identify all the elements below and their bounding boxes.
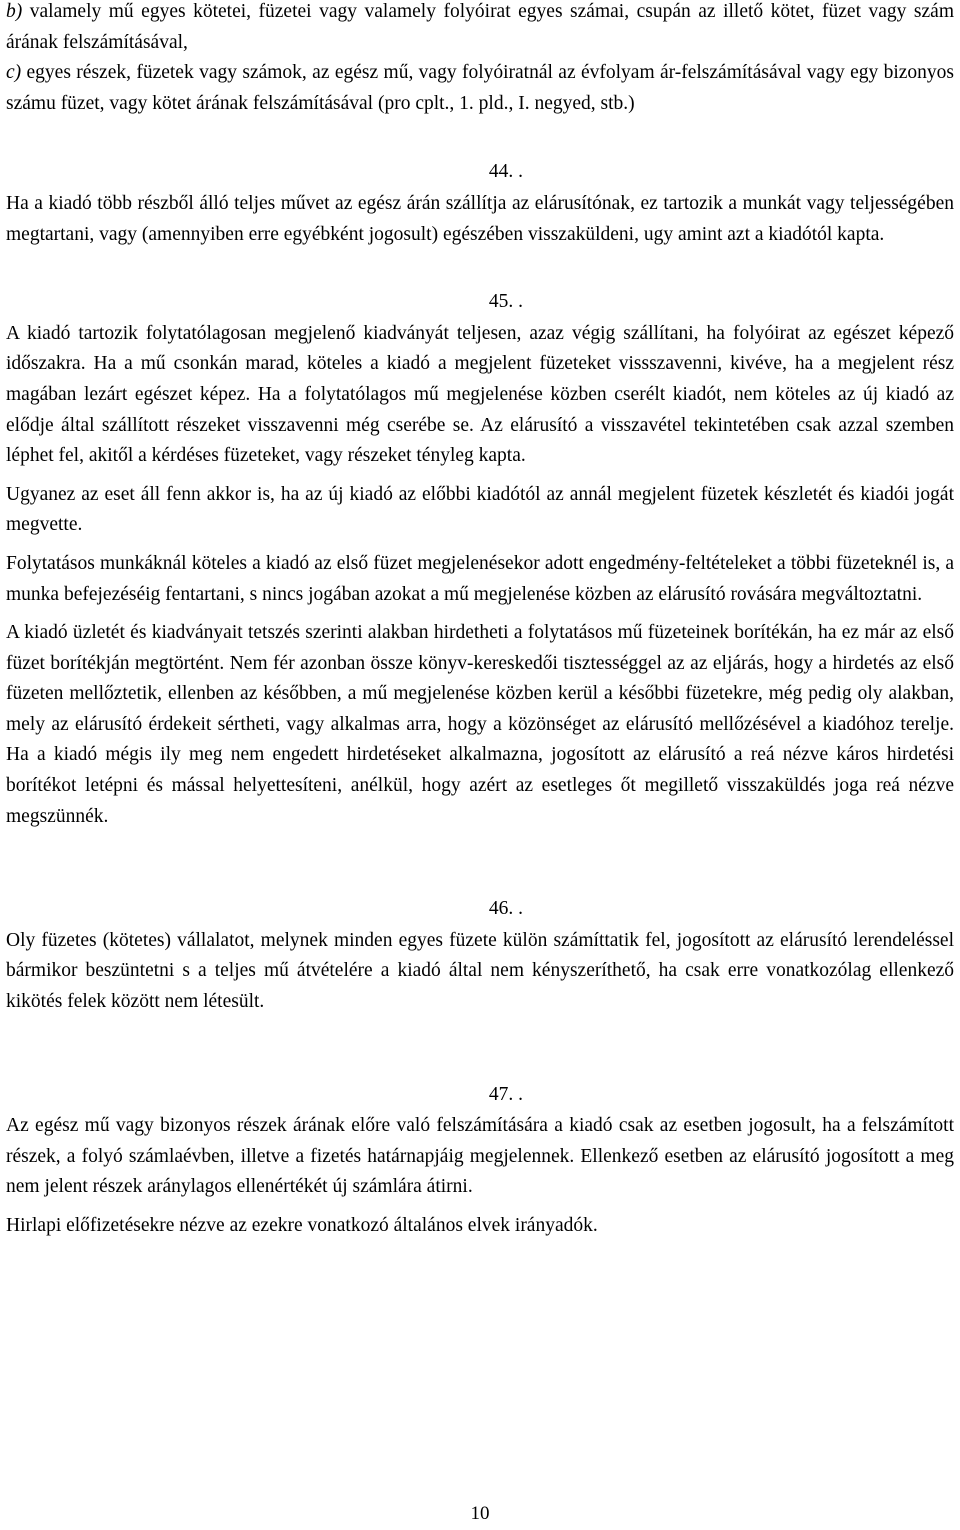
section-number-47: 47. . [488,1083,523,1105]
paragraph: Az egész mű vagy bizonyos részek árának előre való felszámítására a kiadó csak az esetben jogosult, ha a felszámított részek, a folyó számlaévben, illetve a fizetés határnapjáig megjelennek. Ellenkező esetben az elárusító jogosított a meg nem jelent részek aránylagos ellenértékét új számlára átirni. [6,1115,954,1198]
paragraph: Ha a kiadó több részből álló teljes művet az egész árán szállítja az elárusítónak, ez tartozik a munkát vagy teljességében megtartani, vagy (amennyiben erre egyébként jogosult) egészében visszaküldeni, ugy amint azt a kiadótól kapta. [6,192,954,245]
section-number-45: 45. . [488,291,523,313]
list-item-text: egyes részek, füzetek vagy számok, az egész mű, vagy folyóiratnál az évfolyam ár-felszámításával vagy egy bizonyos számu füzet, vagy kötet árának felszámításával (pro cplt., 1. pld., I. negyed, stb.) [6,62,955,114]
list-item-text: valamely mű egyes kötetei, füzetei vagy valamely folyóirat egyes számai, csupán az illető kötet, füzet vagy szám árának felszámításával, [6,1,954,53]
document-body [6,0,954,1242]
section-number-44: 44. . [488,161,523,183]
section-number-46: 46. . [488,898,523,920]
paragraph: A kiadó tartozik folytatólagosan megjelenő kiadványát teljesen, azaz végig szállítani, ha folyóirat az egészet képező időszakra. Ha a mű csonkán marad, köteles a kiadó a megjelent füzeteket vissszavenni, kivéve, ha a megjelent rész magában lezárt egészet képez. Ha a folytatólagos mű megjelenése közben cserélt kiadót, nem köteles az új kiadó az elődje által szállított részeket visszavenni még cserébe se. Az elárusító a visszavétel tekintetében csak azzal szemben léphet fel, akitől a kérdéses füzeteket, vagy részeket tényleg kapta. [6,322,954,467]
list-item-label: c) [6,62,22,84]
page-number: 10 [470,1503,490,1524]
paragraph: Folytatásos munkáknál köteles a kiadó az első füzet megjelenésekor adott engedmény-feltételeket a többi füzeteknél is, a munka befejezéséig fentartani, s nincs jogában azokat a mű megjelenése közben az elárusító rovására megváltoztatni. [6,552,954,605]
paragraph: Oly füzetes (kötetes) vállalatot, melynek minden egyes füzete külön számíttatik fel, jogosított az elárusító lerendeléssel bármikor beszüntetni s a teljes mű átvételére a kiadó által nem kényszeríthető, ha csak erre vonatkozólag ellenkező kikötés felek között nem létesült. [6,929,954,1013]
list-item-c [6,58,954,119]
paragraph: Hirlapi előfizetésekre nézve az ezekre vonatkozó általános elvek irányadók. [6,1215,598,1236]
paragraph: A kiadó üzletét és kiadványait tetszés szerinti alakban hirdetheti a folytatásos mű füzeteinek borítékán, ha ez már az első füzet borítékján megtörtént. Nem fér azonban össze könyv-kereskedői tisztességgel az az eljárás, hogy a hirdetés az első füzeten mellőztetik, ellenben az későbben, a mű megjelenése közben kerül a későbbi füzetekre, még pedig oly alakban, mely az elárusító érdekeit sértheti, vagy alkalmas arra, hogy a közönséget az elárusító mellőzésével a kiadóhoz terelje. Ha a kiadó mégis ily meg nem engedett hirdetéseket alkalmazna, jogosított az elárusító a reá nézve káros hirdetési borítékot letépni és mással helyettesíteni, anélkül, hogy azért az esetleges őt megillető visszaküldés joga reá nézve megszünnék. [6,622,954,827]
paragraph: Ugyanez az eset áll fenn akkor is, ha az új kiadó az előbbi kiadótól az annál megjelent füzetek készletét és kiadói jogát megvette. [6,483,954,536]
list-item-label: b) [6,1,23,22]
list-item-b [6,0,954,58]
